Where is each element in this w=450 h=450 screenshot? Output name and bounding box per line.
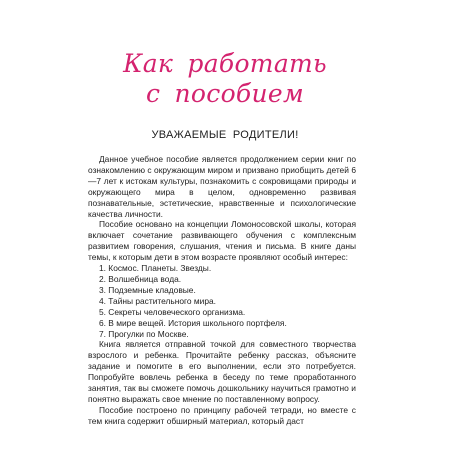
paragraph-intro: Данное учебное пособие является продолжением серии книг по ознакомлению с окружающим миром и призвано приобщить детей 6—7 лет к истокам культуры, познакомить с сокровищами природы и окружающего мира в целом, одновременно развивая познавательные, эстетические, нравственные и психологические качества личности. [88, 154, 356, 219]
list-item: 2. Волшебница вода. [99, 273, 182, 284]
paragraph-workbook: Пособие построено по принципу рабочей тетради, но вместе с тем книга содержит обширный материал, который даст [88, 404, 356, 426]
paragraph-cocreation: Книга является отправной точкой для совместного творчества взрослого и ребенка. Прочитайте ребенку рассказ, объясните задание и помогите в его выполнении, если это потребуется. Попробуйте вовлечь ребенка в беседу по теме проработанного занятия, так вы сможете помочь дошкольнику научиться грамотно и понятно выражать свое мнение по поставленному вопросу. [88, 339, 356, 404]
list-item: 5. Секреты человеческого организма. [99, 306, 246, 317]
list-item: 7. Прогулки по Москве. [99, 328, 189, 339]
list-item: 1. Космос. Планеты. Звезды. [99, 263, 212, 274]
list-item: 4. Тайны растительного мира. [99, 295, 216, 306]
paragraph-concept: Пособие основано на концепции Ломоносовской школы, которая включает сочетание развивающего обучения с комплексным развитием говорения, слушания, чтения и письма. В книге даны темы, к которым дети в этом возрасте проявляют особый интерес: [88, 219, 356, 263]
page-title-line-2: с пособием [145, 79, 305, 108]
topic-list [88, 263, 356, 339]
body-text [88, 154, 356, 427]
list-item: 3. Подземные кладовые. [99, 284, 196, 295]
list-item: 6. В мире вещей. История школьного портфеля. [99, 317, 287, 328]
page-title-line-1: Как работать [123, 49, 327, 78]
section-heading: УВАЖАЕМЫЕ РОДИТЕЛИ! [151, 129, 299, 141]
